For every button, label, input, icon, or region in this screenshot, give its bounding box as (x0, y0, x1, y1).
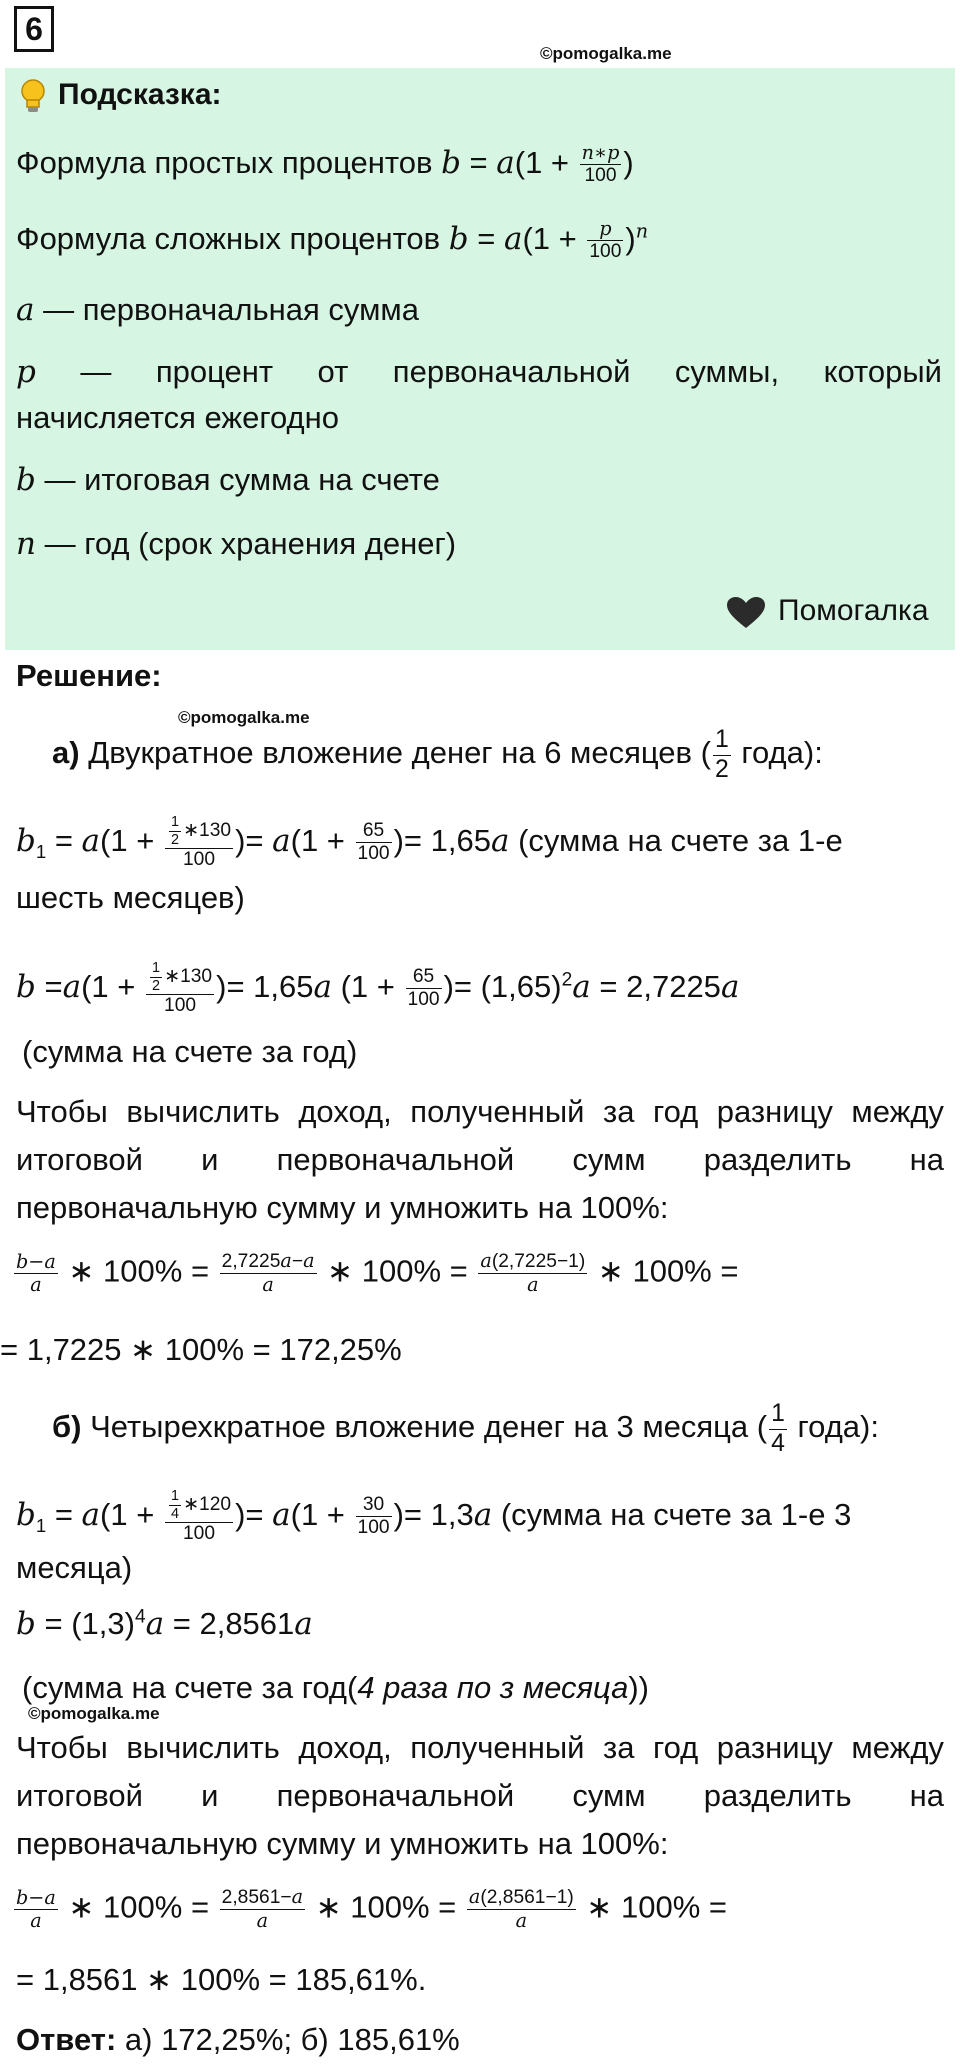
watermark: ©pomogalka.me (540, 44, 672, 63)
part-a-b-line: b =a(1 + $\frac{1}{2}$ ∗130 100 )= 1,65a (1 + $\frac{65}{100}$ )= $(1,65)^2a = 2,7225a$ (16, 960, 740, 1017)
compound-interest-label: Формула сложных процентов (16, 220, 441, 256)
heart-icon (726, 596, 766, 635)
part-a-heading: а) Двукратное вложение денег на 6 месяцев ( $\frac{1}{2}$ года): (52, 726, 823, 783)
part-a-calc-line2: = 1,7225 ∗ 100% = 172,25% (0, 1332, 402, 1367)
b-definition: b — итоговая сумма на счете (16, 462, 440, 498)
part-a-paragraph-line2: итоговой и первоначальной сумм разделить на (16, 1142, 944, 1177)
lightbulb-icon (18, 78, 48, 119)
part-b-heading: б) Четырехкратное вложение денег на 3 месяца ( $\frac{1}{4}$ года): (52, 1400, 879, 1457)
task-number: 6 (14, 6, 54, 52)
part-a-b-note: (сумма на счете за год) (22, 1034, 358, 1069)
answer: Ответ: а) 172,25%; б) 185,61% (16, 2022, 460, 2057)
part-a-paragraph-line3: первоначальную сумму и умножить на 100%: (16, 1190, 669, 1225)
part-b-paragraph-line2: итоговой и первоначальной сумм разделить на (16, 1778, 944, 1813)
part-a-b1-note-cont: шесть месяцев) (16, 880, 245, 915)
hint-title: Подсказка: (58, 78, 222, 111)
part-a-b1-line: $b_1 = a(1$ + $\frac{1}{2}$ ∗130 100 )= a(1 + $\frac{65}{100}$ )= 1,65a (сумма на счете за 1-е (16, 814, 843, 871)
part-b-b1-note-cont: месяца) (16, 1550, 133, 1585)
watermark: ©pomogalka.me (178, 708, 310, 727)
part-b-b-note: (сумма на счете за год(4 раза по з месяца)) (22, 1670, 649, 1705)
part-b-b-line: $b = (1,3)^4a = 2,8561a$ (16, 1606, 313, 1642)
part-a-calc-line1: $\frac{b-a}{a}$ ∗ 100% = $\frac{2,7225a-a}{a}$ ∗ 100% = $\frac{a(2,7225-1)}{a}$ ∗ 100% = (16, 1249, 739, 1297)
compound-interest-formula: Формула сложных процентов b = a(1 + $\frac{p}{100}$ )$^n$ (16, 217, 649, 263)
p-definition: p — процент от первоначальной суммы, который (16, 354, 942, 390)
watermark: ©pomogalka.me (28, 1704, 160, 1723)
part-b-calc-line1: $\frac{b-a}{a}$ ∗ 100% = $\frac{2,8561-a}{a}$ ∗ 100% = $\frac{a(2,8561-1)}{a}$ ∗ 100% = (16, 1885, 727, 1933)
p-definition-cont: начисляется ежегодно (16, 400, 339, 435)
brand-name: Помогалка (778, 594, 929, 627)
part-b-paragraph-line1: Чтобы вычислить доход, полученный за год разницу между (16, 1730, 944, 1765)
part-b-b1-line: $b_1 = a(1$ + $\frac{1}{4}$ ∗120 100 )= a(1 + $\frac{30}{100}$ )= 1,3a (сумма на счете за 1-е 3 (16, 1488, 852, 1545)
simple-interest-label: Формула простых процентов (16, 144, 433, 180)
part-a-paragraph-line1: Чтобы вычислить доход, полученный за год разницу между (16, 1094, 944, 1129)
part-b-calc-line2: = 1,8561 ∗ 100% = 185,61%. (16, 1962, 427, 1997)
simple-interest-formula: Формула простых процентов b = a(1 + $\frac{n∗p}{100}$ ) (16, 141, 634, 187)
a-definition: a — первоначальная сумма (16, 292, 419, 328)
solution-title: Решение: (16, 658, 162, 693)
part-b-paragraph-line3: первоначальную сумму и умножить на 100%: (16, 1826, 669, 1861)
n-definition: n — год (срок хранения денег) (16, 526, 457, 562)
